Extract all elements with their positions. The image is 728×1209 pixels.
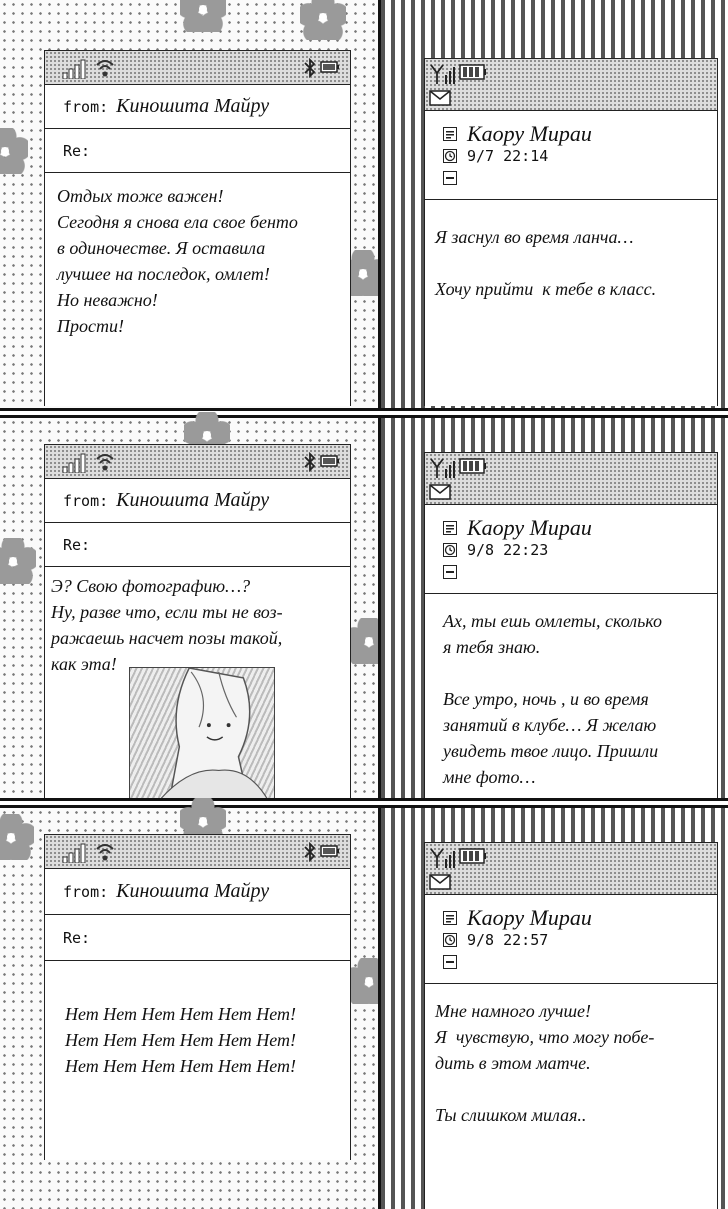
attached-photo: [129, 667, 275, 801]
battery-icon: [459, 848, 487, 864]
sender-name: Киношита Майру: [116, 489, 270, 511]
from-field: [45, 85, 350, 129]
signal-strength-icon: [61, 843, 89, 863]
panel-divider: [0, 408, 728, 418]
from-field: [45, 479, 350, 523]
sender-name: Киношита Майру: [116, 95, 270, 117]
message-body: Нет Нет Нет Нет Нет Нет! Нет Нет Нет Нет Нет Нет! Нет Нет Нет Нет Нет Нет!: [65, 1004, 296, 1076]
panel-divider: [0, 798, 728, 808]
subject-icon: [443, 955, 457, 969]
mail-header: [425, 895, 717, 984]
from-label: from:: [63, 97, 109, 116]
sent-mail-screen: [44, 834, 351, 1160]
received-mail-screen: [424, 452, 718, 798]
clock-icon: [443, 543, 457, 557]
wifi-icon: [95, 451, 115, 473]
bluetooth-icon: [304, 58, 316, 78]
girl-portrait-illustration: [130, 668, 274, 800]
panel-row-3: [0, 808, 728, 1209]
mail-header: [425, 111, 717, 200]
received-datetime: 9/7 22:14: [467, 147, 549, 165]
panel-row-2: [0, 418, 728, 798]
from-label: from:: [63, 491, 109, 510]
phone-status-bar: [45, 445, 350, 479]
signal-strength-icon: [61, 453, 89, 473]
received-datetime: 9/8 22:23: [467, 541, 549, 559]
message-body: Э? Свою фотографию…? Ну, разве что, если ты не воз- ражаешь насчет позы такой, как эта!: [51, 576, 283, 674]
subject-icon: [443, 171, 457, 185]
from-icon: [443, 127, 457, 141]
received-mail-screen: [424, 842, 718, 1209]
received-datetime: 9/8 22:57: [467, 931, 549, 949]
re-label: Re:: [63, 141, 91, 160]
antenna-icon: [429, 457, 455, 479]
re-field: [45, 915, 350, 961]
battery-icon: [459, 458, 487, 474]
flower-decoration: [0, 814, 34, 860]
flower-decoration: [0, 538, 36, 584]
antenna-icon: [429, 63, 455, 85]
mail-header: [425, 505, 717, 594]
message-body: Отдых тоже важен! Сегодня я снова ела свое бенто в одиночестве. Я оставила лучшее на последок, омлет! Но неважно! Прости!: [57, 186, 298, 336]
wifi-icon: [95, 57, 115, 79]
phone-status-bar: [425, 59, 717, 111]
from-icon: [443, 521, 457, 535]
sender-name: Киношита Майру: [116, 880, 270, 902]
message-body: Я заснул во время ланча… Хочу прийти к тебе в класс.: [435, 227, 657, 299]
subject-icon: [443, 565, 457, 579]
re-label: Re:: [63, 928, 91, 947]
phone-status-bar: [45, 51, 350, 85]
message-body: Ах, ты ешь омлеты, сколько я тебя знаю. Все утро, ночь , и во время занятий в клубе… Я желаю увидеть твое лицо. Пришли мне фото…: [443, 611, 663, 787]
antenna-icon: [429, 847, 455, 869]
sender-name: Каору Мираи: [467, 121, 592, 146]
bluetooth-icon: [304, 452, 316, 472]
received-mail-screen: [424, 58, 718, 406]
re-field: [45, 129, 350, 173]
phone-status-bar: [425, 453, 717, 505]
flower-decoration: [0, 128, 28, 174]
flower-decoration: [180, 0, 226, 32]
from-label: from:: [63, 882, 109, 901]
clock-icon: [443, 149, 457, 163]
message-body: Мне намного лучше! Я чувствую, что могу побе- дить в этом матче. Ты слишком милая..: [435, 1001, 655, 1125]
battery-icon: [320, 455, 340, 467]
phone-status-bar: [45, 835, 350, 869]
re-label: Re:: [63, 535, 91, 554]
battery-icon: [320, 845, 340, 857]
battery-icon: [320, 61, 340, 73]
panel-row-1: [0, 0, 728, 410]
clock-icon: [443, 933, 457, 947]
battery-icon: [459, 64, 487, 80]
envelope-icon: [429, 874, 451, 890]
sent-mail-screen: [44, 444, 351, 798]
sent-mail-screen: [44, 50, 351, 406]
from-field: [45, 869, 350, 915]
envelope-icon: [429, 484, 451, 500]
phone-status-bar: [425, 843, 717, 895]
wifi-icon: [95, 841, 115, 863]
flower-decoration: [300, 0, 346, 40]
sender-name: Каору Мираи: [467, 515, 592, 540]
signal-strength-icon: [61, 59, 89, 79]
sender-name: Каору Мираи: [467, 905, 592, 930]
from-icon: [443, 911, 457, 925]
envelope-icon: [429, 90, 451, 106]
re-field: [45, 523, 350, 567]
bluetooth-icon: [304, 842, 316, 862]
